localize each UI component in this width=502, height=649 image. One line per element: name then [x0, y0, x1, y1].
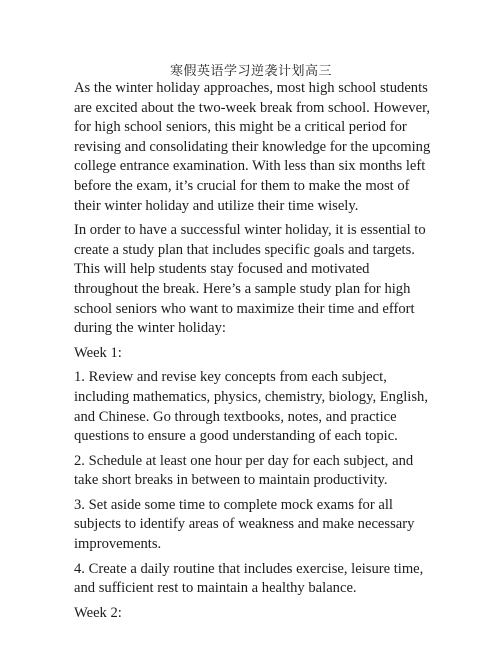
- week1-item-2: 2. Schedule at least one hour per day for each subject, and take short breaks in between to maintain productivity.: [74, 452, 414, 489]
- week1-item-4: 4. Create a daily routine that includes exercise, leisure time, and sufficient rest to maintain a healthy balance.: [74, 560, 424, 597]
- intro-paragraph: As the winter holiday approaches, most high school students are excited about the two-week break from school. However, for high school seniors, this might be a critical period for revising and consolidating their knowledge for the upcoming college entrance examination. With less than six months left before the exam, it’s crucial for them to make the most of their winter holiday and utilize their time wisely.: [74, 80, 431, 214]
- week1-item-1: 1. Review and revise key concepts from each subject, including mathematics, physics, chemistry, biology, English, and Chinese. Go through textbooks, notes, and practice questions to ensure a good understanding of each topic.: [74, 369, 428, 445]
- week1-heading: Week 1:: [74, 344, 122, 361]
- document-body: [74, 79, 432, 628]
- week1-item-3: 3. Set aside some time to complete mock exams for all subjects to identify areas of weakness and make necessary improvements.: [74, 496, 415, 553]
- week2-heading: Week 2:: [74, 604, 122, 621]
- document-title: 寒假英语学习逆袭计划高三: [169, 64, 332, 79]
- plan-paragraph: In order to have a successful winter holiday, it is essential to create a study plan that includes specific goals and targets. This will help students stay focused and motivated throughout the break. Here’s a sample study plan for high school seniors who want to maximize their time and effort during the winter holiday:: [74, 222, 426, 337]
